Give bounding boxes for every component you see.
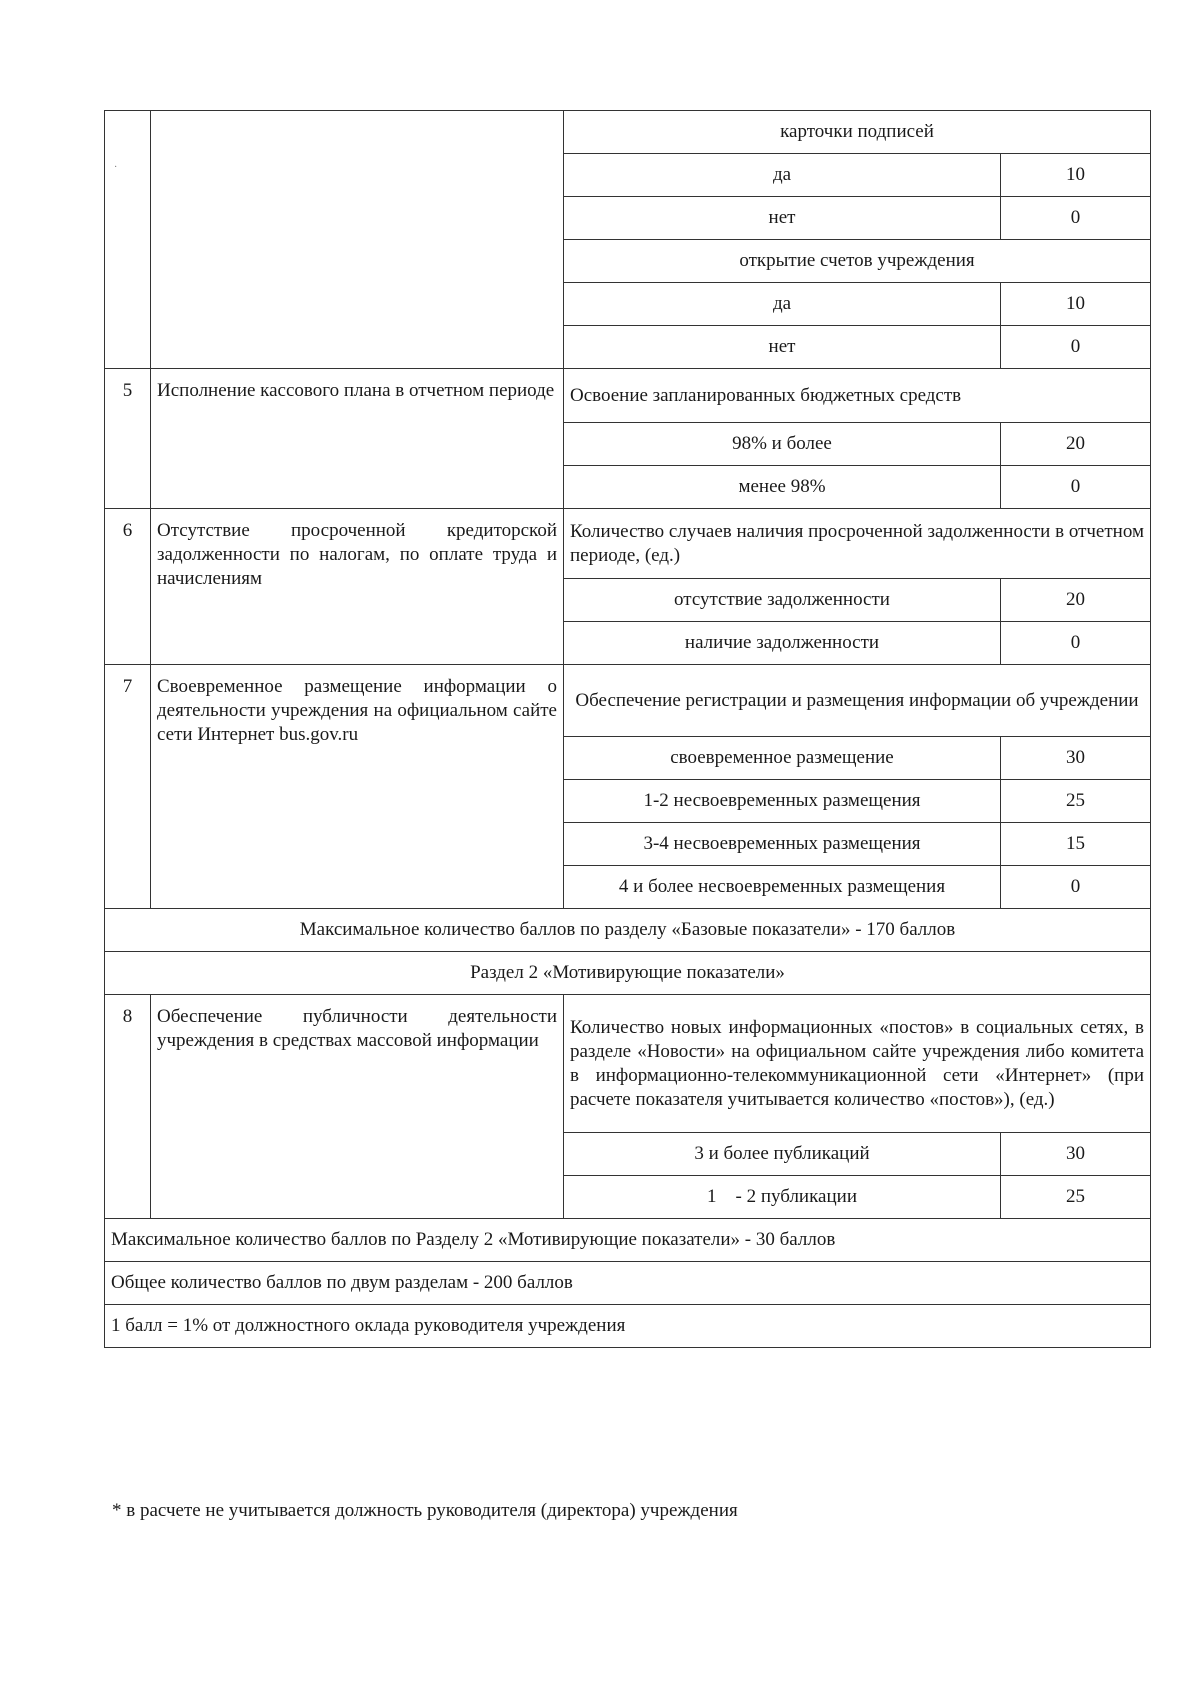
- option-score: 0: [1001, 197, 1151, 240]
- option-score: 30: [1001, 1133, 1151, 1176]
- option-score: 20: [1001, 423, 1151, 466]
- row-number-cell: 7: [105, 665, 151, 909]
- option-label: менее 98%: [564, 466, 1001, 509]
- table-row: [105, 369, 1151, 423]
- option-score: 10: [1001, 283, 1151, 326]
- option-label: 4 и более несвоевременных размещения: [564, 866, 1001, 909]
- indicator-cell: открытие счетов учреждения: [564, 240, 1151, 283]
- option-label: своевременное размещение: [564, 737, 1001, 780]
- option-score: 25: [1001, 1176, 1151, 1219]
- option-score: 25: [1001, 780, 1151, 823]
- table-row: [105, 111, 1151, 154]
- option-label: 3-4 несвоевременных размещения: [564, 823, 1001, 866]
- criterion-cell: Своевременное размещение информации о деятельности учреждения на официальном сайте сети Интернет bus.gov.ru: [151, 665, 564, 909]
- option-score: 0: [1001, 466, 1151, 509]
- table-row: [105, 509, 1151, 579]
- option-score: 15: [1001, 823, 1151, 866]
- option-label: 98% и более: [564, 423, 1001, 466]
- indicator-cell: Количество новых информационных «постов» в социальных сетях, в разделе «Новости» на официальном сайте учреждения либо комитета в информационно-телекоммуникационной сети «Интернет» (при расчете показателя учитывается количество «постов»), (ед.): [564, 995, 1151, 1133]
- criterion-cell: Исполнение кассового плана в отчетном периоде: [151, 369, 564, 509]
- option-label: 1-2 несвоевременных размещения: [564, 780, 1001, 823]
- table-row: [105, 1305, 1151, 1348]
- option-score: 20: [1001, 579, 1151, 622]
- row-number-cell: 8: [105, 995, 151, 1219]
- option-label: да: [564, 154, 1001, 197]
- option-label: 1 - 2 публикации: [564, 1176, 1001, 1219]
- option-label: 3 и более публикаций: [564, 1133, 1001, 1176]
- option-score: 0: [1001, 622, 1151, 665]
- criterion-cell: Отсутствие просроченной кредиторской задолженности по налогам, по оплате труда и начислениям: [151, 509, 564, 665]
- indicator-cell: Освоение запланированных бюджетных средств: [564, 369, 1151, 423]
- table-row: [105, 1219, 1151, 1262]
- table-row: [105, 1262, 1151, 1305]
- option-score: 0: [1001, 326, 1151, 369]
- option-score: 10: [1001, 154, 1151, 197]
- scan-speck: ·: [114, 162, 118, 173]
- row-number-cell: [105, 111, 151, 369]
- evaluation-table: [104, 110, 1151, 1348]
- row-number-cell: 6: [105, 509, 151, 665]
- footnote: * в расчете не учитывается должность руководителя (директора) учреждения: [112, 1500, 738, 1521]
- option-label: да: [564, 283, 1001, 326]
- grand-total: Общее количество баллов по двум разделам - 200 баллов: [105, 1262, 1151, 1305]
- indicator-cell: карточки подписей: [564, 111, 1151, 154]
- table-row: [105, 665, 1151, 737]
- section2-total: Максимальное количество баллов по Разделу 2 «Мотивирующие показатели» - 30 баллов: [105, 1219, 1151, 1262]
- criterion-cell: Обеспечение публичности деятельности учреждения в средствах массовой информации: [151, 995, 564, 1219]
- option-label: нет: [564, 197, 1001, 240]
- option-label: отсутствие задолженности: [564, 579, 1001, 622]
- indicator-cell: Количество случаев наличия просроченной задолженности в отчетном периоде, (ед.): [564, 509, 1151, 579]
- section1-total: Максимальное количество баллов по разделу «Базовые показатели» - 170 баллов: [105, 909, 1151, 952]
- table-row: [105, 952, 1151, 995]
- option-label: наличие задолженности: [564, 622, 1001, 665]
- point-value: 1 балл = 1% от должностного оклада руководителя учреждения: [105, 1305, 1151, 1348]
- option-label: нет: [564, 326, 1001, 369]
- table-row: [105, 995, 1151, 1133]
- criterion-cell: [151, 111, 564, 369]
- option-score: 0: [1001, 866, 1151, 909]
- option-score: 30: [1001, 737, 1151, 780]
- section2-title: Раздел 2 «Мотивирующие показатели»: [105, 952, 1151, 995]
- table-row: [105, 909, 1151, 952]
- indicator-cell: Обеспечение регистрации и размещения информации об учреждении: [564, 665, 1151, 737]
- row-number-cell: 5: [105, 369, 151, 509]
